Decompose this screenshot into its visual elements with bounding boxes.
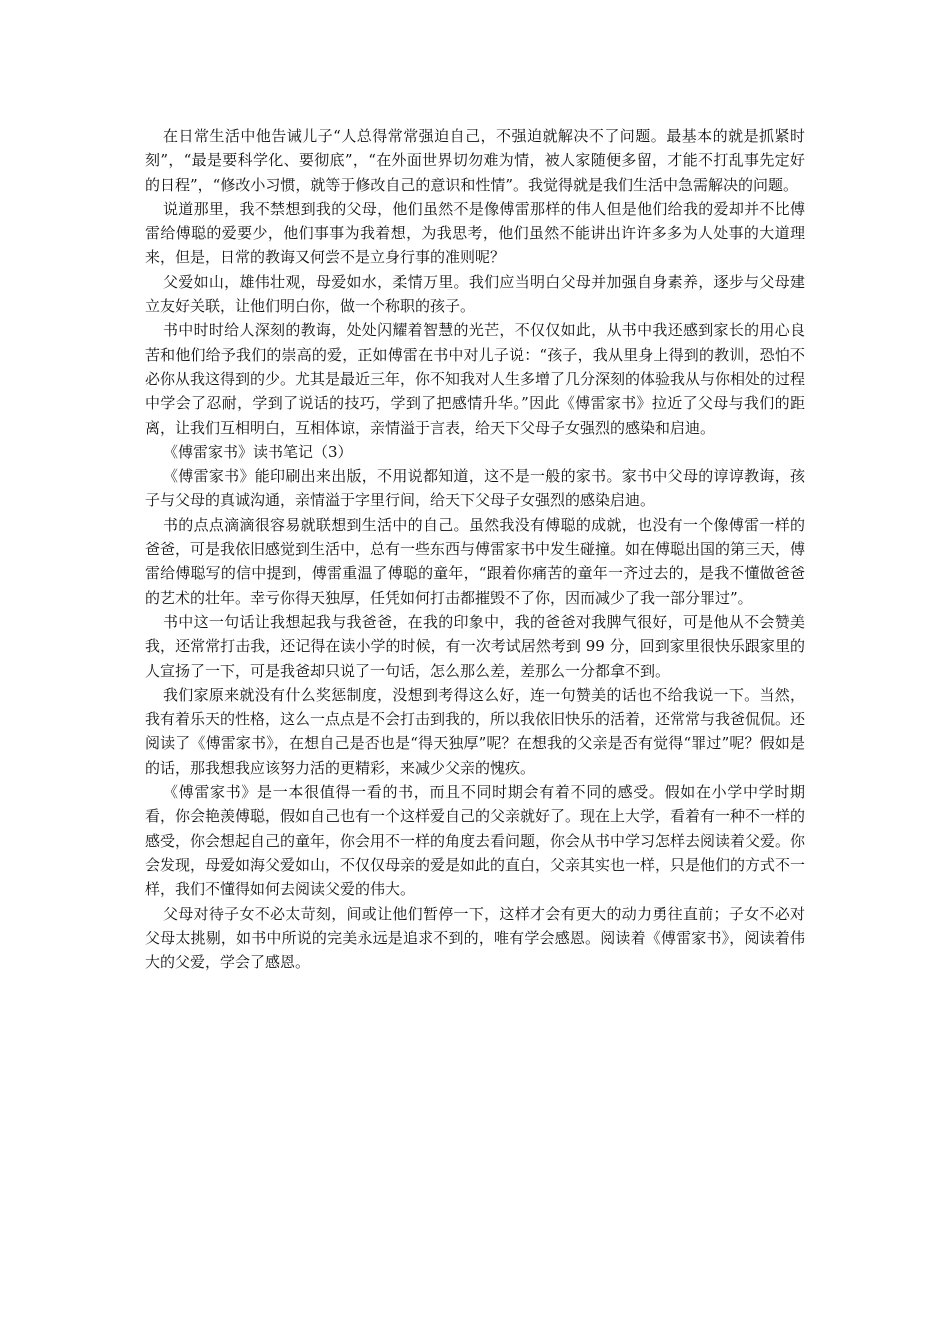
paragraph-10: 父母对待子女不必太苛刻，间或让他们暂停一下，这样才会有更大的动力勇往直前；子女不必对父母太挑剔，如书中所说的完美永远是追求不到的，唯有学会感恩。阅读着《傅雷家书》，阅读着伟大的父爱，学会了感恩。 bbox=[145, 904, 805, 972]
paragraph-4: 书中时时给人深刻的教诲，处处闪耀着智慧的光芒，不仅仅如此，从书中我还感到家长的用心良苦和他们给予我们的崇高的爱，正如傅雷在书中对儿子说：“孩子，我从里身上得到的教训，恐怕不必你从我这得到的少。尤其是最近三年，你不知我对人生多增了几分深刻的体验我从与你相处的过程中学会了忍耐，学到了说话的技巧，学到了把感情升华。”因此《傅雷家书》拉近了父母与我们的距离，让我们互相明白，互相体谅，亲情溢于言表，给天下父母子女强烈的感染和启迪。 bbox=[145, 321, 806, 437]
section-heading: 《傅雷家书》读书笔记（3） bbox=[163, 442, 353, 461]
paragraph-8: 我们家原来就没有什么奖惩制度，没想到考得这么好，连一句赞美的话也不给我说一下。当然，我有着乐天的性格，这么一点点是不会打击到我的，所以我依旧快乐的活着，还常常与我爸侃侃。还阅读了《傅雷家书》，在想自己是否也是“得天独厚”呢？在想我的父亲是否有觉得“罪过”呢？假如是的话，那我想我应该努力活的更精彩，来减少父亲的愧疚。 bbox=[145, 685, 806, 777]
paragraph-9: 《傅雷家书》是一本很值得一看的书，而且不同时期会有着不同的感受。假如在小学中学时期看，你会艳羡傅聪，假如自己也有一个这样爱自己的父亲就好了。现在上大学，看着有一种不一样的感受，你会想起自己的童年，你会用不一样的角度去看问题，你会从书中学习怎样去阅读着父爱。你会发现，母爱如海父爱如山，不仅仅母亲的爱是如此的直白，父亲其实也一样，只是他们的方式不一样，我们不懂得如何去阅读父爱的伟大。 bbox=[145, 783, 806, 899]
paragraph-2: 说道那里，我不禁想到我的父母，他们虽然不是像傅雷那样的伟人但是他们给我的爱却并不比傅雷给傅聪的爱要少，他们事事为我着想，为我思考，他们虽然不能讲出许许多多为人处事的大道理来，但是，日常的教诲又何尝不是立身行事的准则呢？ bbox=[145, 199, 805, 267]
paragraph-5: 《傅雷家书》能印刷出来出版，不用说都知道，这不是一般的家书。家书中父母的谆谆教诲，孩子与父母的真诚沟通，亲情溢于字里行间，给天下父母子女强烈的感染启迪。 bbox=[145, 467, 805, 510]
paragraph-6: 书的点点滴滴很容易就联想到生活中的自己。虽然我没有傅聪的成就，也没有一个像傅雷一样的爸爸，可是我依旧感觉到生活中，总有一些东西与傅雷家书中发生碰撞。如在傅聪出国的第三天，傅雷给傅聪写的信中提到，傅雷重温了傅聪的童年，“跟着你痛苦的童年一齐过去的，是我不懂做爸爸的艺术的壮年。幸亏你得天独厚，任凭如何打击都摧毁不了你，因而减少了我一部分罪过”。 bbox=[145, 515, 806, 607]
paragraph-7: 书中这一句话让我想起我与我爸爸，在我的印象中，我的爸爸对我脾气很好，可是他从不会赞美我，还常常打击我，还记得在读小学的时候，有一次考试居然考到 99 分，回到家里很快乐跟家里的人宣扬了一下，可是我爸却只说了一句话，怎么那么差，差那么一分都拿不到。 bbox=[145, 612, 805, 680]
paragraph-1: 在日常生活中他告诫儿子“人总得常常强迫自己，不强迫就解决不了问题。最基本的就是抓紧时刻”，“最是要科学化、要彻底”，“在外面世界切勿难为情，被人家随便多留，才能不打乱事先定好的日程”，“修改小习惯，就等于修改自己的意识和性情”。我觉得就是我们生活中急需解决的问题。 bbox=[145, 127, 805, 194]
document-body bbox=[145, 124, 805, 974]
paragraph-3: 父爱如山，雄伟壮观，母爱如水，柔情万里。我们应当明白父母并加强自身素养，逐步与父母建立友好关联，让他们明白你，做一个称职的孩子。 bbox=[145, 272, 805, 316]
